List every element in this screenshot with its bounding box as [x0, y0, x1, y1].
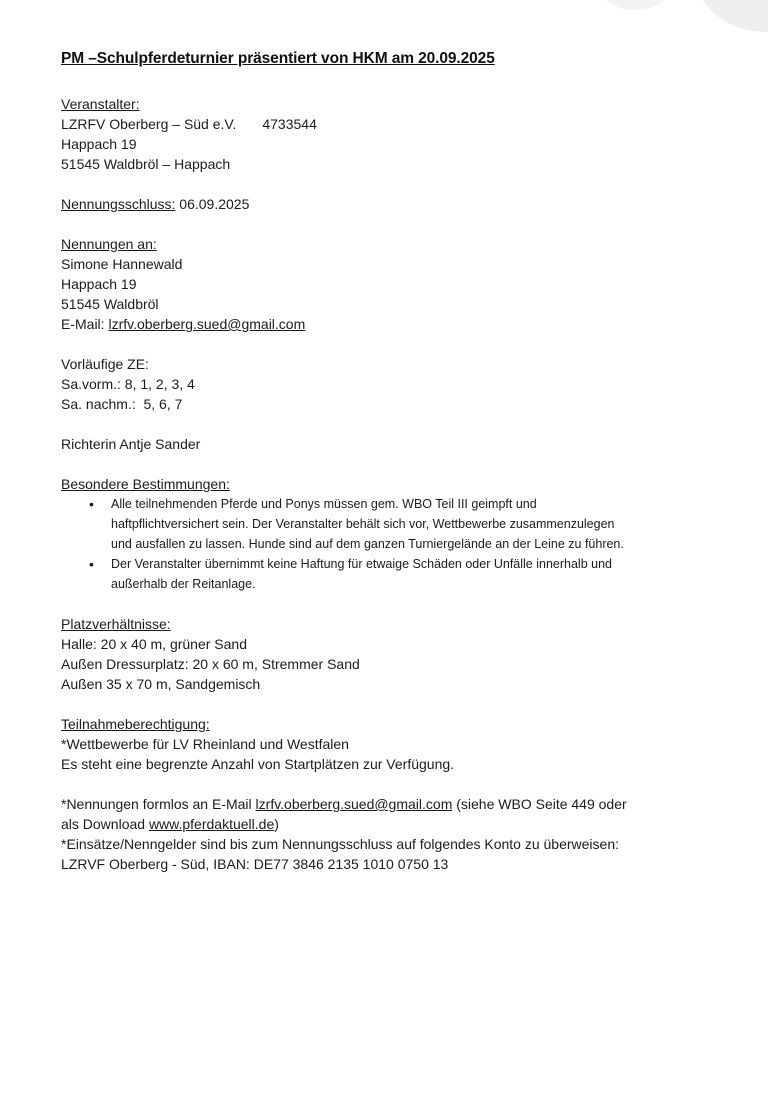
platz-line-3: Außen 35 x 70 m, Sandgemisch — [61, 676, 261, 692]
ze-heading: Vorläufige ZE: — [61, 356, 149, 372]
list-item — [111, 554, 711, 594]
download-link[interactable]: www.pferdaktuell.de — [148, 816, 275, 832]
email-link[interactable]: lzrfv.oberberg.sued@gmail.com — [255, 796, 453, 812]
nennungsschluss-date: 06.09.2025 — [179, 196, 250, 212]
email-link[interactable]: lzrfv.oberberg.sued@gmail.com — [108, 316, 306, 332]
nennungsschluss-line — [61, 194, 711, 214]
list-item-line: und ausfallen zu lassen. Hunde sind auf dem ganzen Turniergelände an der Leine zu führen. — [111, 537, 624, 551]
footer-line-4: LZRVF Oberberg - Süd, IBAN: DE77 3846 2135 1010 0750 13 — [61, 856, 449, 872]
bestimmungen-list — [61, 494, 711, 594]
teilnahme-heading: Teilnahmeberechtigung: — [61, 716, 210, 732]
nennungsschluss-label: Nennungsschluss: — [61, 196, 176, 212]
list-item — [111, 494, 711, 554]
veranstalter-heading: Veranstalter: — [61, 96, 140, 112]
nennungen-street: Happach 19 — [61, 276, 137, 292]
platz-line-1: Halle: 20 x 40 m, grüner Sand — [61, 636, 247, 652]
veranstalter-name-line — [61, 114, 711, 134]
nennungen-name: Simone Hannewald — [61, 256, 183, 272]
background-blob — [696, 0, 768, 32]
footer-text: (siehe WBO Seite 449 oder — [452, 796, 627, 812]
background-blob — [590, 0, 680, 10]
ze-line-2: Sa. nachm.: 5, 6, 7 — [61, 396, 183, 412]
email-label: E-Mail: — [61, 316, 105, 332]
footer-line-2 — [61, 814, 711, 834]
list-item-line: haftpflichtversichert sein. Der Veranstalter behält sich vor, Wettbewerbe zusammenzulegen — [111, 517, 615, 531]
nennungen-email-line — [61, 314, 711, 334]
teilnahme-line-1: *Wettbewerbe für LV Rheinland und Westfalen — [61, 736, 349, 752]
document-title: PM –Schulpferdeturnier präsentiert von HKM am 20.09.2025 — [61, 50, 495, 67]
list-item-line: • Alle teilnehmenden Pferde und Ponys müssen gem. WBO Teil III geimpft und — [111, 497, 537, 511]
teilnahme-line-2: Es steht eine begrenzte Anzahl von Startplätzen zur Verfügung. — [61, 756, 455, 772]
veranstalter-number: 4733544 — [262, 116, 317, 132]
bestimmungen-heading: Besondere Bestimmungen: — [61, 476, 230, 492]
list-item-line: • Der Veranstalter übernimmt keine Haftung für etwaige Schäden oder Unfälle innerhalb und — [111, 557, 612, 571]
document-page — [61, 50, 711, 874]
footer-text: als Download — [61, 816, 149, 832]
veranstalter-name: LZRFV Oberberg – Süd e.V. — [61, 116, 237, 132]
footer-text: *Nennungen formlos an E-Mail — [61, 796, 256, 812]
platz-line-2: Außen Dressurplatz: 20 x 60 m, Stremmer Sand — [61, 656, 360, 672]
veranstalter-city: 51545 Waldbröl – Happach — [61, 156, 231, 172]
veranstalter-street: Happach 19 — [61, 136, 137, 152]
platz-heading: Platzverhältnisse: — [61, 616, 171, 632]
nennungen-city: 51545 Waldbröl — [61, 296, 159, 312]
footer-text: ) — [274, 816, 279, 832]
ze-line-1: Sa.vorm.: 8, 1, 2, 3, 4 — [61, 376, 195, 392]
nennungen-heading: Nennungen an: — [61, 236, 157, 252]
footer-line-3: *Einsätze/Nenngelder sind bis zum Nennungsschluss auf folgendes Konto zu überweisen: — [61, 836, 620, 852]
richterin: Richterin Antje Sander — [61, 436, 201, 452]
footer-line-1 — [61, 794, 711, 814]
list-item-line: außerhalb der Reitanlage. — [111, 577, 256, 591]
